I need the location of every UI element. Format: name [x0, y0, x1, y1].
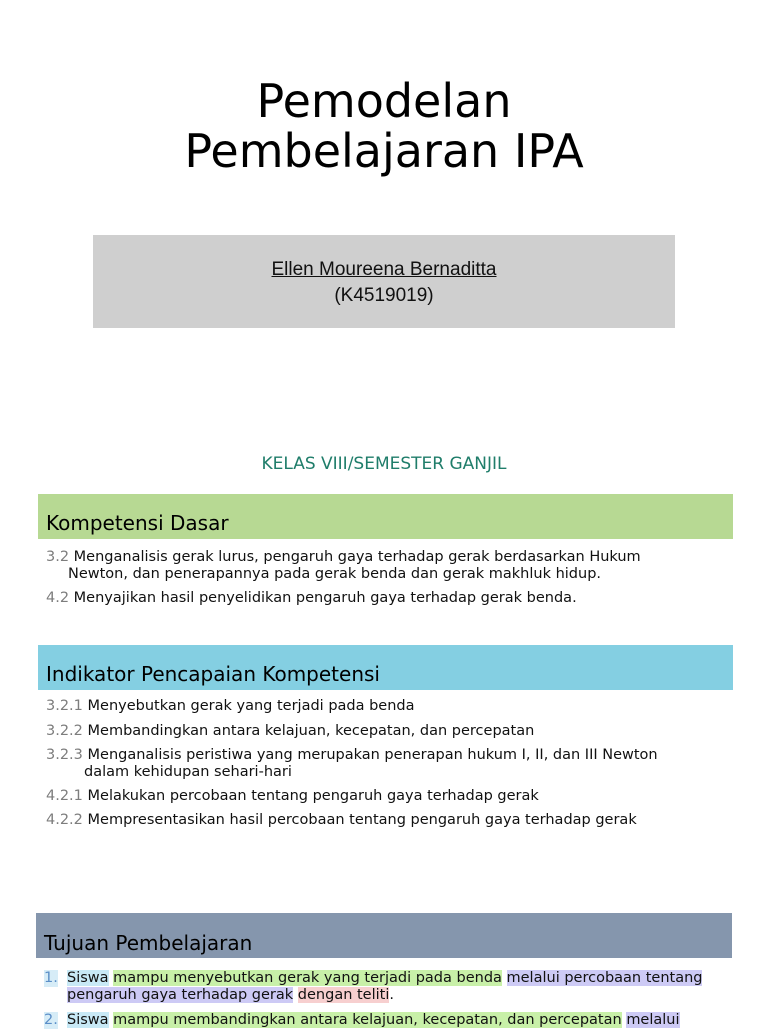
kd-item-text: Menganalisis gerak lurus, pengaruh gaya terhadap gerak berdasarkan Hukum	[73, 549, 641, 565]
kompetensi-dasar-header	[38, 494, 733, 539]
author-name: Ellen Moureena Bernaditta	[271, 259, 497, 280]
tujuan-item-number: 1.	[44, 970, 58, 986]
ipk-item	[46, 723, 726, 740]
tujuan-behavior: mampu menyebutkan gerak yang terjadi pada benda	[113, 970, 502, 986]
tujuan-item-number: 2.	[44, 1012, 58, 1028]
indikator-heading: Indikator Pencapaian Kompetensi	[46, 662, 380, 686]
tujuan-audience: Siswa	[67, 1012, 109, 1028]
ipk-item-number: 4.2.2	[46, 812, 83, 828]
ipk-item-number: 3.2.3	[46, 747, 83, 763]
ipk-item	[46, 788, 726, 805]
kd-item-number: 3.2	[46, 549, 70, 565]
presentation-title	[0, 76, 768, 176]
tujuan-condition-cont: pengaruh gaya terhadap gerak	[67, 987, 294, 1003]
tujuan-item	[44, 1012, 734, 1029]
tujuan-item	[44, 970, 734, 1004]
tujuan-heading: Tujuan Pembelajaran	[44, 931, 253, 955]
ipk-item-text-cont: dalam kehidupan sehari-hari	[84, 764, 292, 780]
ipk-item-text: Membandingkan antara kelajuan, kecepatan, dan percepatan	[87, 723, 535, 739]
kd-item	[46, 590, 726, 607]
ipk-item	[46, 747, 726, 781]
ipk-item-text: Melakukan percobaan tentang pengaruh gaya terhadap gerak	[87, 788, 539, 804]
kd-item-text-cont: Newton, dan penerapannya pada gerak benda dan gerak makhluk hidup.	[68, 566, 602, 582]
kd-item-text: Menyajikan hasil penyelidikan pengaruh gaya terhadap gerak benda.	[73, 590, 577, 606]
ipk-item-number: 3.2.2	[46, 723, 83, 739]
author-box	[93, 235, 675, 328]
title-line-1: Pemodelan	[256, 74, 512, 128]
title-line-2: Pembelajaran IPA	[184, 124, 584, 178]
tujuan-condition: melalui	[626, 1012, 680, 1028]
ipk-item-number: 3.2.1	[46, 698, 83, 714]
ipk-item	[46, 812, 726, 829]
author-nim: (K4519019)	[334, 285, 434, 306]
tujuan-end: .	[389, 987, 394, 1003]
ipk-item-text: Mempresentasikan hasil percobaan tentang pengaruh gaya terhadap gerak	[87, 812, 637, 828]
ipk-item	[46, 698, 726, 715]
tujuan-header	[36, 913, 732, 958]
tujuan-audience: Siswa	[67, 970, 109, 986]
tujuan-behavior: mampu membandingkan antara kelajuan, kecepatan, dan percepatan	[113, 1012, 622, 1028]
tujuan-list	[44, 970, 734, 1029]
ipk-item-text: Menyebutkan gerak yang terjadi pada benda	[87, 698, 415, 714]
kd-item-number: 4.2	[46, 590, 70, 606]
class-semester-label: KELAS VIII/SEMESTER GANJIL	[261, 454, 507, 474]
kompetensi-dasar-heading: Kompetensi Dasar	[46, 511, 229, 535]
kd-item	[46, 549, 726, 583]
indikator-header	[38, 645, 733, 690]
ipk-item-text: Menganalisis peristiwa yang merupakan penerapan hukum I, II, dan III Newton	[87, 747, 658, 763]
tujuan-condition: melalui percobaan tentang	[506, 970, 703, 986]
tujuan-degree: dengan teliti	[297, 987, 390, 1003]
ipk-item-number: 4.2.1	[46, 788, 83, 804]
